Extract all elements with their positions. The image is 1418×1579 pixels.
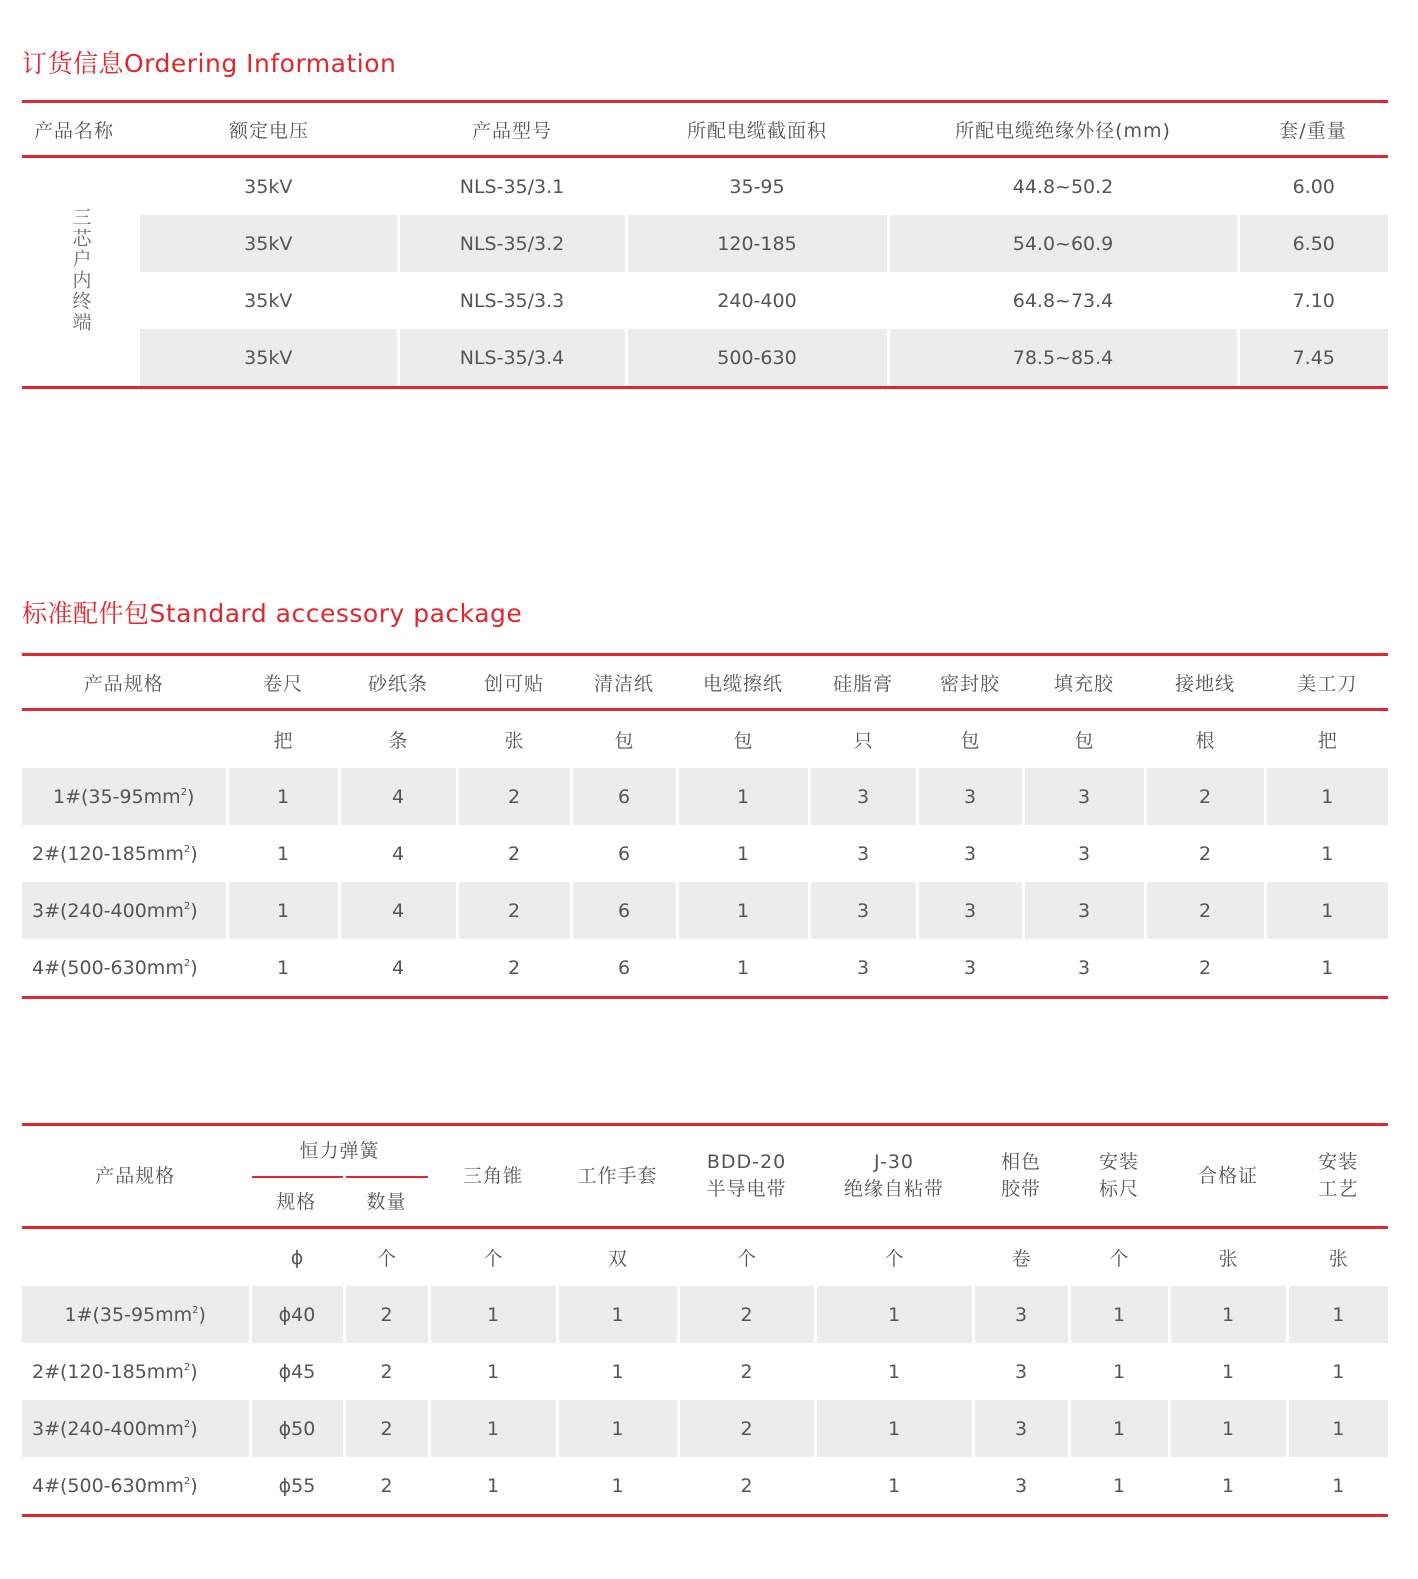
header-tape-measure: 卷尺 — [227, 655, 339, 710]
qty-cell: 3 — [1023, 882, 1145, 939]
qty-cell: 3 — [1023, 939, 1145, 998]
header-spring-spec: 规格 — [250, 1177, 344, 1228]
header-sealant: 密封胶 — [917, 655, 1023, 710]
spec-cell: $4\#(500-630mm^2)$ — [22, 939, 227, 998]
unit-cell: 个 — [815, 1228, 973, 1287]
weight-cell: 6.00 — [1238, 157, 1388, 216]
qty-cell: 2 — [1145, 939, 1265, 998]
qty-cell: 3 — [973, 1457, 1069, 1516]
qty-cell: 3 — [973, 1400, 1069, 1457]
qty-cell: 1 — [1265, 882, 1388, 939]
qty-cell: 3 — [917, 882, 1023, 939]
unit-cell: 包 — [571, 710, 677, 769]
spec-cell: $1\#(35-95mm^2)$ — [22, 1286, 250, 1343]
header-bandage: 创可贴 — [457, 655, 571, 710]
unit-cell — [22, 1228, 250, 1287]
table-row — [22, 768, 1388, 825]
unit-cell: 个 — [1069, 1228, 1169, 1287]
section-cell: 120-185 — [626, 215, 888, 272]
header-product-model: 产品型号 — [398, 102, 626, 157]
header-phase-tape: 相色 胶带 — [973, 1125, 1069, 1228]
qty-cell: 3 — [973, 1343, 1069, 1400]
header-product-name: 产品名称 — [22, 102, 140, 157]
accessory-title: 标准配件包Standard accessory package — [22, 599, 523, 628]
qty-cell: 6 — [571, 939, 677, 998]
voltage-cell: 35kV — [244, 289, 293, 312]
qty-cell: 4 — [339, 768, 457, 825]
unit-cell: 包 — [1023, 710, 1145, 769]
header-bdd20: BDD-20 半导电带 — [678, 1125, 815, 1228]
qty-cell: 2 — [457, 768, 571, 825]
qty-cell: 1 — [1069, 1457, 1169, 1516]
model-cell: NLS-35/3.4 — [398, 329, 626, 388]
unit-cell: 包 — [917, 710, 1023, 769]
unit-row — [22, 1228, 1388, 1287]
qty-cell: 1 — [1169, 1286, 1287, 1343]
qty-cell: 1 — [1069, 1343, 1169, 1400]
table-row — [22, 1400, 1388, 1457]
table-row — [22, 157, 1388, 216]
table-row — [22, 215, 1388, 272]
header-silicone-grease: 硅脂膏 — [809, 655, 917, 710]
unit-cell: 张 — [1287, 1228, 1388, 1287]
qty-cell: 1 — [815, 1400, 973, 1457]
qty-cell: 3 — [917, 825, 1023, 882]
accessory2-header-row — [22, 1125, 1388, 1178]
unit-row — [22, 710, 1388, 769]
ordering-header-row — [22, 102, 1388, 157]
qty-cell: 1 — [227, 768, 339, 825]
table-row — [22, 272, 1388, 329]
header-cable-section: 所配电缆截面积 — [626, 102, 888, 157]
qty-cell: 2 — [344, 1286, 429, 1343]
qty-cell: 1 — [227, 825, 339, 882]
qty-cell: 1 — [557, 1457, 678, 1516]
voltage-cell: 35kV — [140, 215, 398, 272]
unit-cell: 只 — [809, 710, 917, 769]
spec-cell: $4\#(500-630mm^2)$ — [22, 1457, 250, 1516]
unit-cell: 张 — [1169, 1228, 1287, 1287]
qty-cell: 2 — [678, 1400, 815, 1457]
unit-cell: 把 — [1265, 710, 1388, 769]
unit-cell: 个 — [678, 1228, 815, 1287]
qty-cell: 1 — [557, 1286, 678, 1343]
qty-cell: 1 — [1265, 825, 1388, 882]
qty-cell: 1 — [1169, 1400, 1287, 1457]
qty-cell: 1 — [1069, 1286, 1169, 1343]
qty-cell: 2 — [1145, 825, 1265, 882]
spec-cell: $3\#(240-400mm^2)$ — [22, 882, 227, 939]
qty-cell: 1 — [677, 825, 809, 882]
header-rated-voltage: 额定电压 — [140, 102, 398, 157]
header-cone: 三角锥 — [429, 1125, 557, 1228]
weight-cell: 7.10 — [1238, 272, 1388, 329]
qty-cell: 2 — [457, 882, 571, 939]
table-row — [22, 1343, 1388, 1400]
header-ground-wire: 接地线 — [1145, 655, 1265, 710]
unit-cell: 包 — [677, 710, 809, 769]
weight-cell: 6.50 — [1238, 215, 1388, 272]
qty-cell: 2 — [678, 1286, 815, 1343]
qty-cell: ϕ45 — [250, 1343, 344, 1400]
spec-cell: $1\#(35-95mm^2)$ — [22, 768, 227, 825]
qty-cell: 1 — [429, 1457, 557, 1516]
header-gloves: 工作手套 — [557, 1125, 678, 1228]
qty-cell: 1 — [557, 1400, 678, 1457]
qty-cell: 1 — [227, 882, 339, 939]
qty-cell: 1 — [815, 1343, 973, 1400]
qty-cell: 3 — [809, 768, 917, 825]
qty-cell: 6 — [571, 825, 677, 882]
qty-cell: ϕ50 — [250, 1400, 344, 1457]
unit-cell: 个 — [344, 1228, 429, 1287]
section-cell: 500-630 — [626, 329, 888, 388]
qty-cell: 1 — [1287, 1400, 1388, 1457]
product-name-cell — [22, 157, 140, 388]
qty-cell: 2 — [457, 939, 571, 998]
qty-cell: 3 — [809, 825, 917, 882]
qty-cell: 1 — [557, 1343, 678, 1400]
unit-cell: 卷 — [973, 1228, 1069, 1287]
spec-cell: $2\#(120-185mm^2)$ — [32, 842, 198, 865]
qty-cell: 2 — [678, 1343, 815, 1400]
table-row — [22, 882, 1388, 939]
section-cell: 240-400 — [626, 272, 888, 329]
qty-cell: 3 — [917, 939, 1023, 998]
unit-cell — [22, 710, 227, 769]
header-install-craft: 安装 工艺 — [1287, 1125, 1388, 1228]
table-row — [22, 329, 1388, 388]
header-certificate: 合格证 — [1169, 1125, 1287, 1228]
qty-cell: 1 — [677, 768, 809, 825]
unit-cell: 把 — [227, 710, 339, 769]
qty-cell: 1 — [1265, 768, 1388, 825]
qty-cell: 1 — [1069, 1400, 1169, 1457]
qty-cell: 1 — [429, 1286, 557, 1343]
header-weight: 套/重量 — [1238, 102, 1388, 157]
header-cable-wipe: 电缆擦纸 — [677, 655, 809, 710]
header-cleaning-paper: 清洁纸 — [571, 655, 677, 710]
diameter-cell: 78.5~85.4 — [888, 329, 1238, 388]
spec-cell: $3\#(240-400mm^2)$ — [22, 1400, 250, 1457]
unit-cell: 个 — [429, 1228, 557, 1287]
qty-cell: 2 — [1145, 882, 1265, 939]
header-install-ruler: 安装 标尺 — [1069, 1125, 1169, 1228]
header-spec: 产品规格 — [22, 1125, 250, 1228]
qty-cell: 1 — [1265, 939, 1388, 998]
qty-cell: 4 — [339, 882, 457, 939]
header-j30: J-30 绝缘自粘带 — [815, 1125, 973, 1228]
model-cell: NLS-35/3.3 — [398, 272, 626, 329]
qty-cell: 1 — [227, 939, 339, 998]
qty-cell: 6 — [571, 882, 677, 939]
diameter-cell: 54.0~60.9 — [888, 215, 1238, 272]
table-row — [22, 825, 1388, 882]
table-row — [22, 939, 1388, 998]
unit-cell: 双 — [557, 1228, 678, 1287]
qty-cell: 2 — [678, 1457, 815, 1516]
qty-cell: 2 — [344, 1343, 429, 1400]
ordering-table — [22, 100, 1388, 389]
voltage-cell: 35kV — [140, 329, 398, 388]
accessory-header-row — [22, 655, 1388, 710]
header-spring: 恒力弹簧 — [250, 1125, 429, 1178]
voltage-cell: 35kV — [244, 175, 293, 198]
qty-cell: ϕ40 — [250, 1286, 344, 1343]
qty-cell: 6 — [571, 768, 677, 825]
qty-cell: 3 — [917, 768, 1023, 825]
qty-cell: 1 — [1287, 1457, 1388, 1516]
qty-cell: 1 — [1169, 1457, 1287, 1516]
qty-cell: 3 — [973, 1286, 1069, 1343]
qty-cell: 4 — [339, 825, 457, 882]
diameter-cell: 64.8~73.4 — [888, 272, 1238, 329]
unit-cell: 根 — [1145, 710, 1265, 769]
qty-cell: 2 — [1145, 768, 1265, 825]
qty-cell: 1 — [815, 1286, 973, 1343]
spec-cell: $2\#(120-185mm^2)$ — [32, 1360, 198, 1383]
header-spec: 产品规格 — [22, 655, 227, 710]
qty-cell: 1 — [1287, 1286, 1388, 1343]
unit-cell: 张 — [457, 710, 571, 769]
accessory2-table — [22, 1123, 1388, 1517]
header-sandpaper: 砂纸条 — [339, 655, 457, 710]
header-filler: 填充胶 — [1023, 655, 1145, 710]
qty-cell: 2 — [344, 1400, 429, 1457]
section-cell: 35-95 — [626, 157, 888, 216]
qty-cell: 2 — [457, 825, 571, 882]
header-insulation-diameter: 所配电缆绝缘外径(mm) — [888, 102, 1238, 157]
qty-cell: 3 — [1023, 825, 1145, 882]
qty-cell: 1 — [1287, 1343, 1388, 1400]
qty-cell: 3 — [1023, 768, 1145, 825]
qty-cell: 1 — [429, 1400, 557, 1457]
table-row — [22, 1286, 1388, 1343]
ordering-title: 订货信息Ordering Information — [22, 49, 397, 78]
accessory-table — [22, 653, 1388, 999]
product-name: 三芯户内终端 — [69, 206, 92, 333]
unit-cell: 条 — [339, 710, 457, 769]
qty-cell: 4 — [339, 939, 457, 998]
qty-cell: ϕ55 — [250, 1457, 344, 1516]
unit-cell: ϕ — [250, 1228, 344, 1287]
qty-cell: 3 — [809, 882, 917, 939]
model-cell: NLS-35/3.1 — [398, 157, 626, 216]
weight-cell: 7.45 — [1238, 329, 1388, 388]
qty-cell: 1 — [429, 1343, 557, 1400]
qty-cell: 1 — [677, 939, 809, 998]
header-utility-knife: 美工刀 — [1265, 655, 1388, 710]
qty-cell: 1 — [815, 1457, 973, 1516]
qty-cell: 2 — [344, 1457, 429, 1516]
table-row — [22, 1457, 1388, 1516]
qty-cell: 1 — [1169, 1343, 1287, 1400]
model-cell: NLS-35/3.2 — [398, 215, 626, 272]
header-spring-qty: 数量 — [344, 1177, 429, 1228]
qty-cell: 1 — [677, 882, 809, 939]
diameter-cell: 44.8~50.2 — [888, 157, 1238, 216]
qty-cell: 3 — [809, 939, 917, 998]
